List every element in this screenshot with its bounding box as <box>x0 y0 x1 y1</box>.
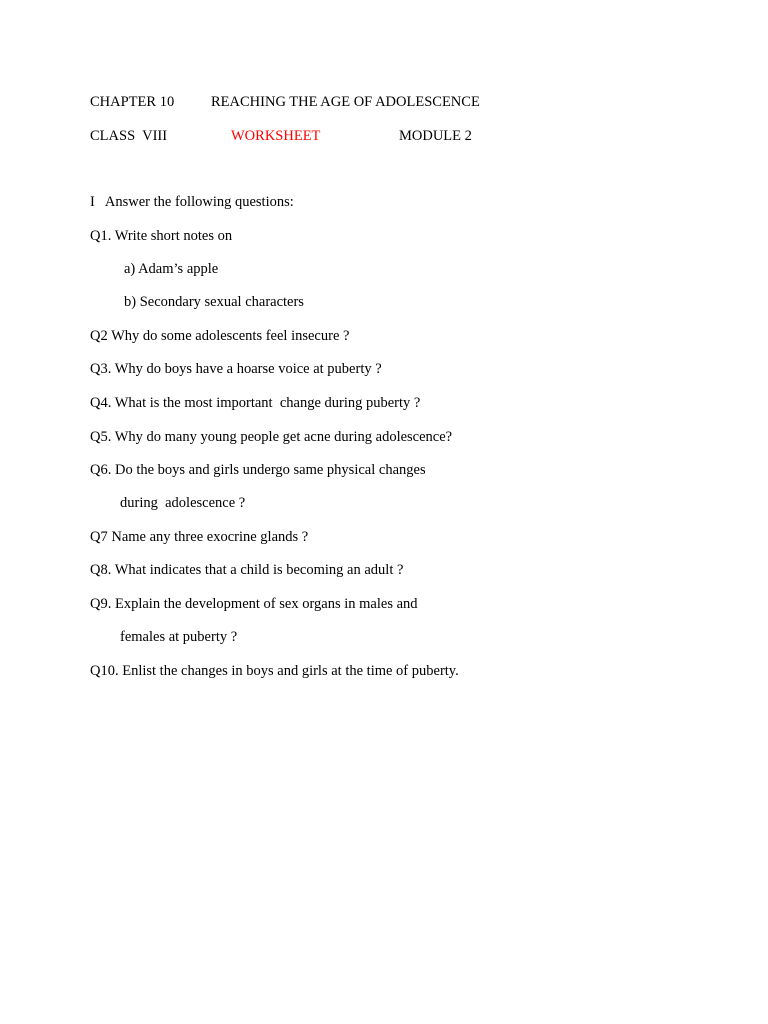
question-8: Q8. What indicates that a child is becoming an adult ? <box>90 562 404 578</box>
question-9: Q9. Explain the development of sex organs in males and <box>90 596 418 612</box>
question-4: Q4. What is the most important change during puberty ? <box>90 395 421 411</box>
question-2: Q2 Why do some adolescents feel insecure ? <box>90 328 350 344</box>
question-3: Q3. Why do boys have a hoarse voice at puberty ? <box>90 361 382 377</box>
chapter-number: CHAPTER 10 <box>90 94 175 110</box>
class-label: CLASS VIII <box>90 128 168 144</box>
question-9-continued: females at puberty ? <box>120 629 238 645</box>
question-5: Q5. Why do many young people get acne during adolescence? <box>90 429 453 445</box>
chapter-title: REACHING THE AGE OF ADOLESCENCE <box>211 94 480 110</box>
question-7: Q7 Name any three exocrine glands ? <box>90 529 309 545</box>
question-1b: b) Secondary sexual characters <box>124 294 304 310</box>
question-1a: a) Adam’s apple <box>124 261 219 277</box>
question-6: Q6. Do the boys and girls undergo same physical changes <box>90 462 426 478</box>
worksheet-label: WORKSHEET <box>231 128 321 144</box>
question-1: Q1. Write short notes on <box>90 228 233 244</box>
module-label: MODULE 2 <box>399 128 472 144</box>
section-title: I Answer the following questions: <box>90 194 294 210</box>
question-6-continued: during adolescence ? <box>120 495 246 511</box>
question-10: Q10. Enlist the changes in boys and girls at the time of puberty. <box>90 663 459 679</box>
